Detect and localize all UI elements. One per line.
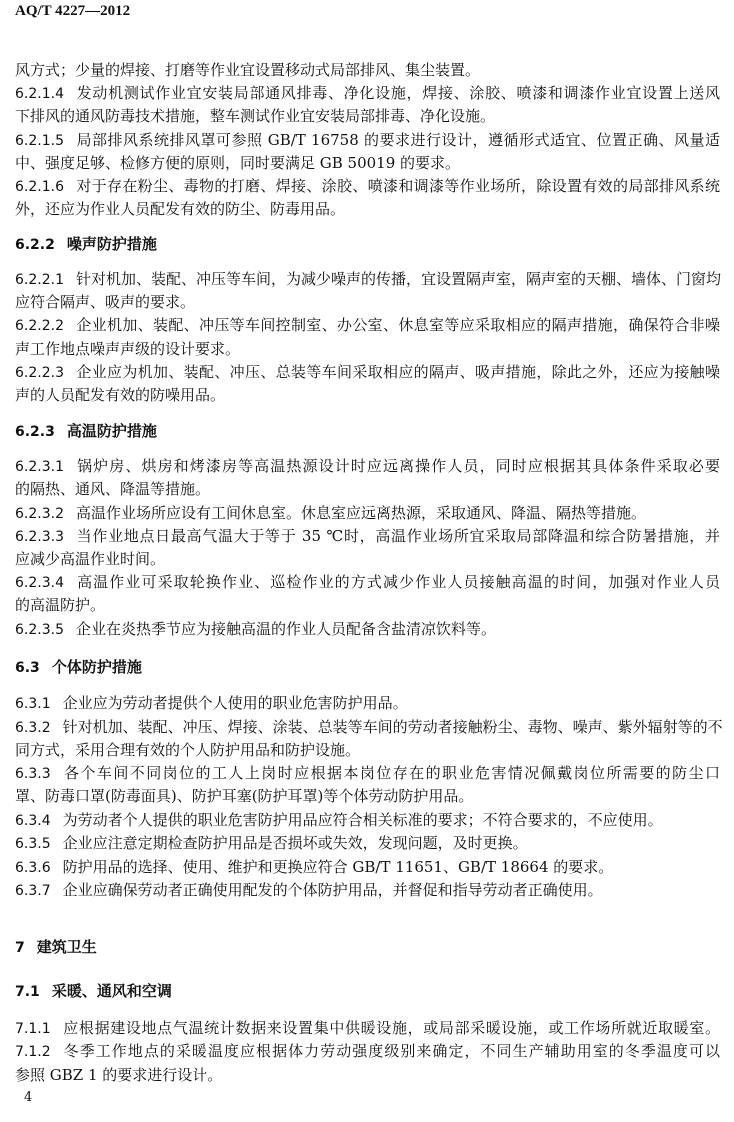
clause-number: 7.1.1: [15, 1021, 51, 1037]
heading-number: 7.1: [15, 984, 40, 1000]
clause-7-1-2-cont: 参照 GBZ 1 的要求进行设计。: [15, 1066, 223, 1084]
clause-number: 6.2.3.1: [15, 459, 64, 475]
clause-text: 发动机测试作业宜安装局部通风排毒、净化设施，焊接、涂胶、喷漆和调漆作业宜设置上送风: [75, 84, 720, 102]
heading-7: [15, 936, 720, 958]
clause-6-3-3: [15, 762, 720, 784]
clause-7-1-1: [15, 1017, 720, 1039]
heading-number: 6.2.2: [15, 237, 55, 253]
clause-text: 应根据建设地点气温统计数据来设置集中供暖设施，或局部采暖设施，或工作场所就近取暖室。: [62, 1019, 720, 1037]
clause-number: 6.3.5: [15, 836, 51, 852]
document-code-header: AQ/T 4227—2012: [15, 3, 131, 19]
clause-6-2-3-3-cont: 应减少高温作业时间。: [15, 550, 166, 568]
clause-text: 企业在炎热季节应为接触高温的作业人员配备含盐清凉饮料等。: [75, 620, 496, 638]
clause-6-3-4: [15, 809, 720, 831]
heading-number: 7: [15, 940, 25, 956]
clause-6-2-3-1-cont: 的隔热、通风、降温等措施。: [15, 480, 211, 498]
clause-text: 企业应为机加、装配、冲压、总装等车间采取相应的隔声、吸声措施，除此之外，还应为接触噪: [75, 363, 720, 381]
clause-number: 6.3.1: [15, 696, 51, 712]
clause-text: 企业机加、装配、冲压等车间控制室、办公室、休息室等应采取相应的隔声措施，确保符合非噪: [75, 316, 720, 334]
clause-text: 局部排风系统排风罩可参照 GB/T 16758 的要求进行设计，遵循形式适宜、位置正确、风量适: [75, 131, 720, 149]
clause-6-3-2-cont: 同方式，采用合理有效的个人防护用品和防护设施。: [15, 741, 361, 759]
heading-title: 个体防护措施: [51, 658, 142, 676]
clause-6-2-3-3: [15, 525, 720, 547]
clause-6-3-6: [15, 856, 720, 878]
clause-number: 6.2.2.1: [15, 272, 64, 288]
clause-text: 对于存在粉尘、毒物的打磨、焊接、涂胶、喷漆和调漆等作业场所，除设置有效的局部排风系统: [75, 177, 720, 195]
clause-text: 高温作业可采取轮换作业、巡检作业的方式减少作业人员接触高温的时间，加强对作业人员: [75, 573, 720, 591]
clause-6-2-1-5-cont: 中、强度足够、检修方便的原则，同时要满足 GB 50019 的要求。: [15, 154, 461, 172]
clause-text: 针对机加、装配、冲压等车间，为减少噪声的传播，宜设置隔声室，隔声室的天棚、墙体、门窗均: [75, 270, 721, 288]
clause-6-3-7: [15, 879, 720, 901]
clause-6-2-2-2: [15, 314, 720, 336]
clause-6-3-1: [15, 692, 720, 714]
clause-6-2-2-2-cont: 声工作地点噪声声级的设计要求。: [15, 340, 241, 358]
heading-title: 噪声防护措施: [66, 235, 157, 253]
heading-7-1: [15, 980, 720, 1002]
clause-text: 针对机加、装配、冲压、焊接、涂装、总装等车间的劳动者接触粉尘、毒物、噪声、紫外辐射等的不: [62, 718, 723, 736]
clause-text: 冬季工作地点的采暖温度应根据体力劳动强度级别来确定，不同生产辅助用室的冬季温度可以: [62, 1042, 720, 1060]
clause-6-2-3-4-cont: 的高温防护。: [15, 596, 106, 614]
clause-7-1-2: [15, 1040, 720, 1062]
clause-number: 6.2.3.5: [15, 622, 64, 638]
clause-text: 当作业地点日最高气温大于等于 35 ℃时，高温作业场所宜采取局部降温和综合防暑措施，并: [75, 527, 720, 545]
clause-6-2-1-4: [15, 82, 720, 104]
clause-6-2-1-6: [15, 175, 720, 197]
clause-6-2-2-1: [15, 268, 720, 290]
clause-text: 企业应注意定期检查防护用品是否损坏或失效，发现问题，及时更换。: [62, 834, 528, 852]
clause-6-2-1-5: [15, 129, 720, 151]
clause-6-2-1-6-cont: 外，还应为作业人员配发有效的防尘、防毒用品。: [15, 200, 346, 218]
heading-6-2-3: [15, 420, 720, 442]
heading-number: 6.2.3: [15, 424, 55, 440]
clause-6-2-2-3: [15, 361, 720, 383]
clause-6-3-3-cont: 罩、防毒口罩(防毒面具)、防护耳塞(防护耳罩)等个体劳动防护用品。: [15, 787, 474, 805]
clause-number: 6.3.6: [15, 860, 51, 876]
clause-number: 6.2.1.5: [15, 133, 64, 149]
clause-6-3-2: [15, 716, 723, 738]
clause-number: 6.3.3: [15, 766, 51, 782]
clause-number: 7.1.2: [15, 1044, 51, 1060]
clause-text: 企业应确保劳动者正确使用配发的个体防护用品，并督促和指导劳动者正确使用。: [62, 881, 603, 899]
clause-number: 6.2.2.3: [15, 365, 64, 381]
clause-number: 6.3.4: [15, 813, 51, 829]
clause-6-2-3-2: [15, 502, 720, 524]
clause-text: 高温作业场所应设有工间休息室。休息室应远离热源，采取通风、降温、隔热等措施。: [75, 504, 646, 522]
clause-6-2-1-4-cont: 下排风的通风防毒技术措施，整车测试作业宜安装局部排毒、净化设施。: [15, 107, 496, 125]
clause-text: 锅炉房、烘房和烤漆房等高温热源设计时应远离操作人员，同时应根据其具体条件采取必要: [75, 457, 720, 475]
page-number: 4: [24, 1090, 33, 1105]
clause-6-3-5: [15, 832, 720, 854]
heading-title: 建筑卫生: [36, 938, 97, 956]
clause-text: 为劳动者个人提供的职业危害防护用品应符合相关标准的要求；不符合要求的，不应使用。: [62, 811, 663, 829]
heading-number: 6.3: [15, 660, 40, 676]
clause-text: 企业应为劳动者提供个人使用的职业危害防护用品。: [62, 694, 408, 712]
clause-6-2-3-5: [15, 618, 720, 640]
clause-number: 6.2.2.2: [15, 318, 64, 334]
paragraph-continuation: 风方式；少量的焊接、打磨等作业宜设置移动式局部排风、集尘装置。: [15, 61, 481, 79]
clause-number: 6.2.3.3: [15, 529, 64, 545]
clause-6-2-2-3-cont: 声的人员配发有效的防噪用品。: [15, 386, 226, 404]
clause-6-2-2-1-cont: 应符合隔声、吸声的要求。: [15, 293, 196, 311]
heading-title: 高温防护措施: [66, 422, 157, 440]
clause-number: 6.3.7: [15, 883, 51, 899]
clause-number: 6.2.1.4: [15, 86, 64, 102]
clause-6-2-3-4: [15, 571, 720, 593]
heading-title: 采暖、通风和空调: [51, 982, 172, 1000]
clause-text: 各个车间不同岗位的工人上岗时应根据本岗位存在的职业危害情况佩戴岗位所需要的防尘口: [62, 764, 720, 782]
heading-6-2-2: [15, 233, 720, 255]
clause-text: 防护用品的选择、使用、维护和更换应符合 GB/T 11651、GB/T 18664 的要求。: [62, 858, 614, 876]
clause-number: 6.3.2: [15, 720, 51, 736]
clause-number: 6.2.3.2: [15, 506, 64, 522]
heading-6-3: [15, 656, 720, 678]
clause-6-2-3-1: [15, 455, 720, 477]
clause-number: 6.2.3.4: [15, 575, 64, 591]
clause-number: 6.2.1.6: [15, 179, 64, 195]
